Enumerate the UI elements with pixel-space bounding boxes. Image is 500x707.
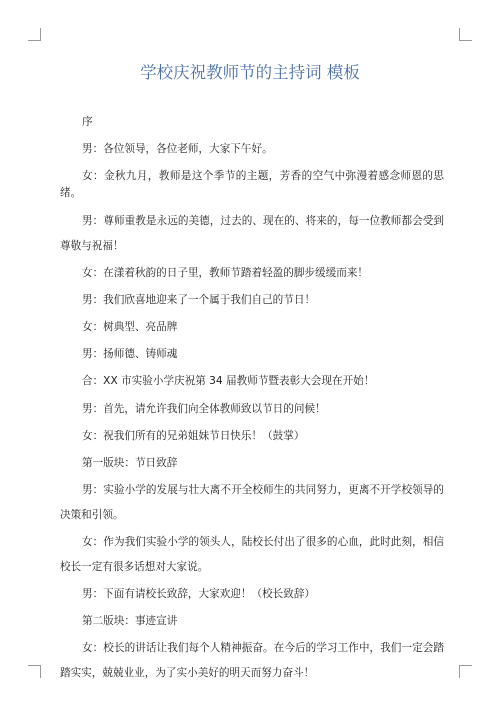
crop-mark-top-left bbox=[28, 28, 41, 41]
paragraph: 男：下面有请校长致辞，大家欢迎！（校长致辞） bbox=[82, 588, 316, 601]
paragraph-preface: 序 bbox=[82, 116, 93, 128]
paragraph: 女：树典型、亮品牌 bbox=[82, 320, 178, 333]
paragraph: 男：我们欣喜地迎来了一个属于我们自己的节日！ bbox=[82, 293, 316, 306]
paragraph: 女：祝我们所有的兄弟姐妹节日快乐！（鼓掌） bbox=[82, 429, 305, 442]
paragraph: 女：作为我们实验小学的领头人，陆校长付出了很多的心血，此时此刻，相信校长一定有很多话想对大家说。 bbox=[60, 536, 444, 574]
crop-mark-top-right bbox=[459, 28, 472, 41]
paragraph: 合：XX 市实验小学庆祝第 34 届教师节暨表彰大会现在开始！ bbox=[82, 375, 375, 388]
document-body bbox=[60, 114, 444, 692]
paragraph: 男：各位领导，各位老师，大家下午好。 bbox=[82, 143, 273, 156]
section-heading: 第二版块：事迹宣讲 bbox=[82, 615, 178, 628]
crop-mark-bottom-right bbox=[459, 665, 472, 678]
document-title: 学校庆祝教师节的主持词 模板 bbox=[140, 63, 360, 82]
paragraph: 女：在漾着秋韵的日子里，教师节踏着轻盈的脚步缓缓而来！ bbox=[82, 266, 369, 279]
paragraph: 男：扬师德、铸师魂 bbox=[82, 348, 178, 361]
paragraph: 男：实验小学的发展与壮大离不开全校师生的共同努力，更离不开学校领导的决策和引领。 bbox=[60, 484, 444, 522]
paragraph: 女：金秋九月，教师是这个季节的主题，芳香的空气中弥漫着感念师恩的思绪。 bbox=[60, 170, 444, 200]
section-heading: 第一版块：节日致辞 bbox=[82, 456, 178, 469]
paragraph: 女：校长的讲话让我们每个人精神振奋。在今后的学习工作中，我们一定会踏踏实实，兢兢业业，为了实小美好的明天而努力奋斗！ bbox=[60, 642, 444, 680]
crop-mark-bottom-left bbox=[28, 665, 41, 678]
paragraph: 男：尊师重教是永远的美德，过去的、现在的、将来的，每一位教师都会受到尊敬与祝福！ bbox=[60, 214, 444, 252]
paragraph: 男：首先，请允许我们向全体教师致以节日的问候！ bbox=[82, 402, 326, 415]
